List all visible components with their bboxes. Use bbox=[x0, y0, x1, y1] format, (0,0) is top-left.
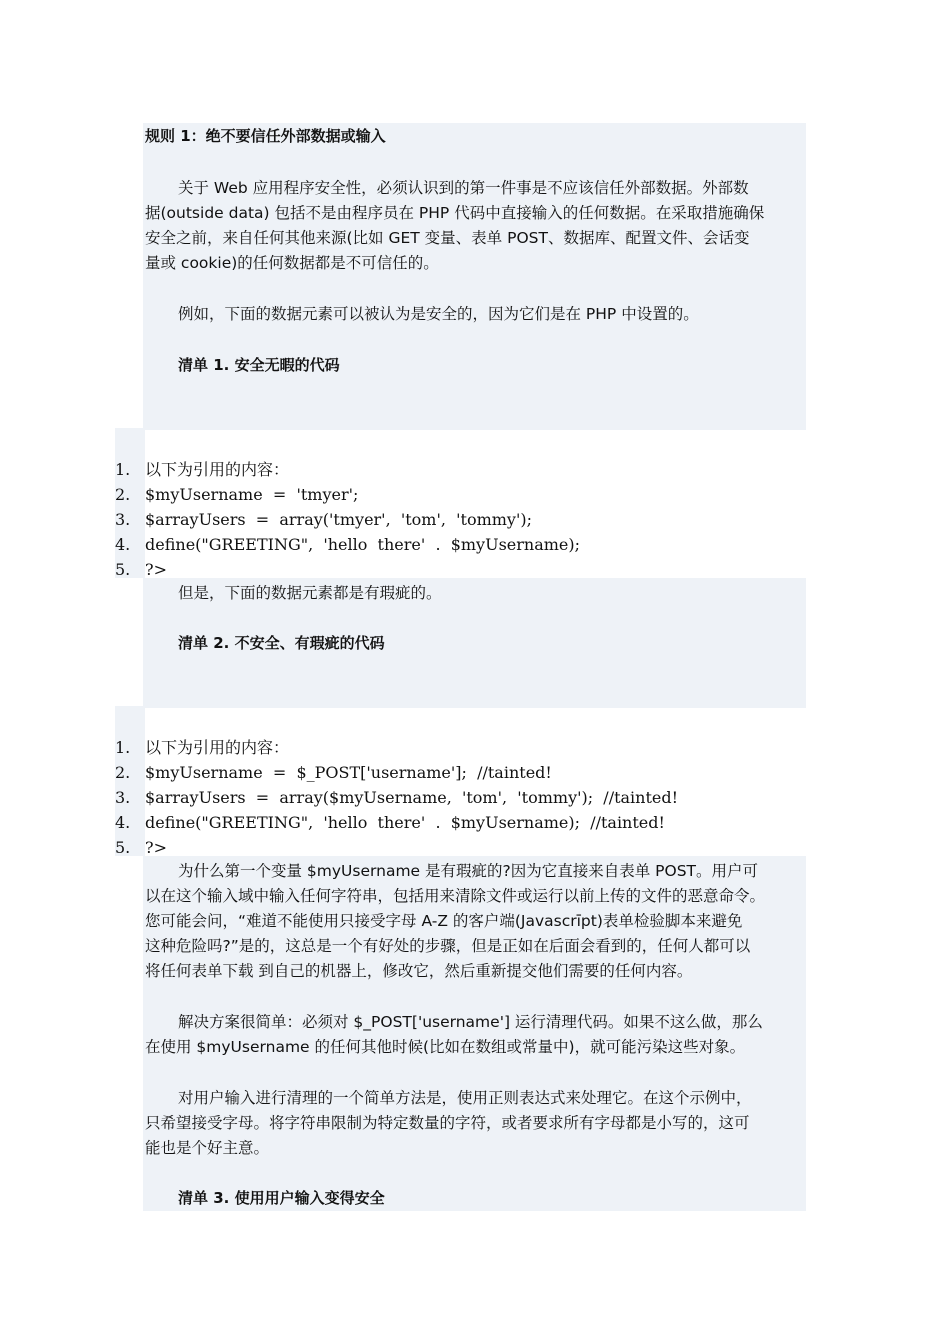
paragraph-6-line-2: 只希望接受字母。将字符串限制为特定数量的字符，或者要求所有字母都是小写的，这可 bbox=[145, 1114, 750, 1132]
code-1-line-4 bbox=[115, 532, 580, 557]
code-text: $arrayUsers = array('tmyer', 'tom', 'tommy'); bbox=[145, 510, 532, 529]
paragraph-4-line-1: 为什么第一个变量 $myUsername 是有瑕疵的?因为它直接来自表单 POST。用户可 bbox=[178, 862, 759, 880]
paragraph-3: 但是，下面的数据元素都是有瑕疵的。 bbox=[178, 584, 442, 602]
paragraph-5-line-1: 解决方案很简单：必须对 $_POST['username'] 运行清理代码。如果不这么做，那么 bbox=[178, 1013, 763, 1031]
listing-3-title: 清单 3. 使用用户输入变得安全 bbox=[178, 1189, 385, 1207]
code-2-line-4 bbox=[115, 810, 665, 835]
code-2-line-3 bbox=[115, 785, 678, 810]
rule-title: 规则 1：绝不要信任外部数据或输入 bbox=[145, 127, 386, 145]
paragraph-4-line-4: 这种危险吗?”是的，这总是一个有好处的步骤，但是正如在后面会看到的，任何人都可以 bbox=[145, 937, 751, 955]
paragraph-1-line-3: 安全之前，来自任何其他来源(比如 GET 变量、表单 POST、数据库、配置文件、会话变 bbox=[145, 229, 750, 247]
line-number: 3. bbox=[115, 788, 131, 807]
paragraph-2: 例如，下面的数据元素可以被认为是安全的，因为它们是在 PHP 中设置的。 bbox=[178, 305, 699, 323]
code-text: 以下为引用的内容： bbox=[145, 460, 290, 479]
code-text: ?> bbox=[145, 838, 167, 857]
code-text: $myUsername = 'tmyer'; bbox=[145, 485, 359, 504]
line-number: 4. bbox=[115, 535, 131, 554]
code-2-line-1 bbox=[115, 735, 289, 760]
code-text: $myUsername = $_POST['username']; //tainted! bbox=[145, 763, 552, 782]
paragraph-6-line-3: 能也是个好主意。 bbox=[145, 1139, 270, 1157]
line-number: 5. bbox=[115, 560, 131, 579]
listing-2-title: 清单 2. 不安全、有瑕疵的代码 bbox=[178, 634, 385, 652]
line-number: 5. bbox=[115, 838, 131, 857]
code-2-line-5 bbox=[115, 835, 167, 860]
line-number: 1. bbox=[115, 460, 131, 479]
paragraph-1-line-1: 关于 Web 应用程序安全性，必须认识到的第一件事是不应该信任外部数据。外部数 bbox=[178, 179, 749, 197]
paragraph-1-line-4: 量或 cookie)的任何数据都是不可信任的。 bbox=[145, 254, 439, 272]
line-number: 4. bbox=[115, 813, 131, 832]
code-text: $arrayUsers = array($myUsername, 'tom', 'tommy'); //tainted! bbox=[145, 788, 679, 807]
code-text: 以下为引用的内容： bbox=[145, 738, 290, 757]
paragraph-4-line-5: 将任何表单下载 到自己的机器上，修改它，然后重新提交他们需要的任何内容。 bbox=[145, 962, 693, 980]
line-number: 2. bbox=[115, 485, 131, 504]
listing-1-title: 清单 1. 安全无暇的代码 bbox=[178, 356, 340, 374]
code-1-line-3 bbox=[115, 507, 532, 532]
line-number: 2. bbox=[115, 763, 131, 782]
paragraph-1-line-2: 据(outside data) 包括不是由程序员在 PHP 代码中直接输入的任何数据。在采取措施确保 bbox=[145, 204, 765, 222]
code-1-line-5 bbox=[115, 557, 167, 582]
paragraph-5-line-2: 在使用 $myUsername 的任何其他时候(比如在数组或常量中)，就可能污染这些对象。 bbox=[145, 1038, 746, 1056]
paragraph-6-line-1: 对用户输入进行清理的一个简单方法是，使用正则表达式来处理它。在这个示例中， bbox=[178, 1089, 752, 1107]
code-1-line-1 bbox=[115, 457, 289, 482]
paragraph-4-line-2: 以在这个输入域中输入任何字符串，包括用来清除文件或运行以前上传的文件的恶意命令。 bbox=[145, 887, 766, 905]
code-text: define("GREETING", 'hello there' . $myUsername); //tainted! bbox=[145, 813, 665, 832]
paragraph-4-line-3: 您可能会问，“难道不能使用只接受字母 A-Z 的客户端(Javascrīpt)表单检验脚本来避免 bbox=[145, 912, 743, 930]
code-2-line-2 bbox=[115, 760, 552, 785]
code-text: ?> bbox=[145, 560, 167, 579]
line-number: 1. bbox=[115, 738, 131, 757]
code-text: define("GREETING", 'hello there' . $myUsername); bbox=[145, 535, 581, 554]
code-1-line-2 bbox=[115, 482, 358, 507]
content-panel-top bbox=[143, 123, 806, 430]
line-number: 3. bbox=[115, 510, 131, 529]
